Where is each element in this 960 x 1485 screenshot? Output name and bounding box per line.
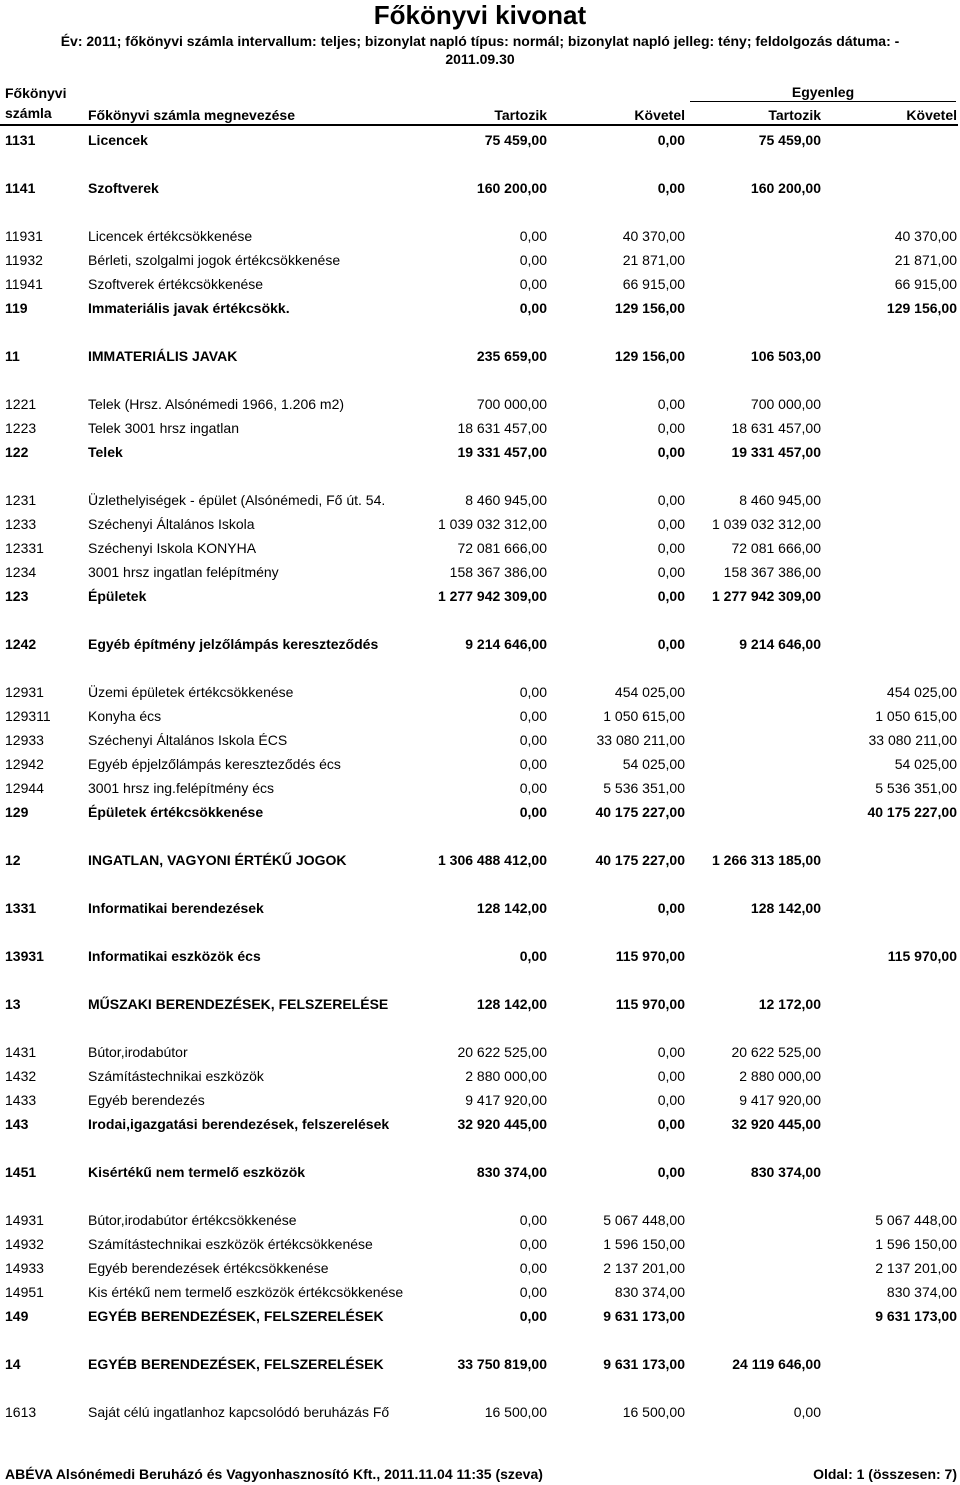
tartozik-value: 0,00 (519, 1236, 547, 1252)
tartozik-value: 16 500,00 (484, 1404, 547, 1420)
table-row (0, 994, 960, 1014)
egyenleg-kovetel-value (824, 1354, 957, 1374)
egyenleg-kovetel-value (824, 346, 957, 366)
egyenleg-tartozik-value (688, 682, 821, 702)
tartozik-value: 33 750 819,00 (457, 1356, 547, 1372)
egyenleg-kovetel-value: 9 631 173,00 (875, 1308, 957, 1324)
account-code: 129 (5, 804, 29, 820)
kovetel-value: 0,00 (657, 900, 685, 916)
egyenleg-kovetel-value: 40 370,00 (894, 228, 957, 244)
table-row (0, 562, 960, 582)
account-name: 3001 hrsz ing.felépítmény écs (88, 780, 274, 796)
tartozik-value: 0,00 (519, 252, 547, 268)
egyenleg-kovetel-value (824, 1042, 957, 1062)
tartozik-value: 235 659,00 (476, 348, 547, 364)
tartozik-value: 72 081 666,00 (457, 540, 547, 556)
egyenleg-kovetel-value (824, 850, 957, 870)
egyenleg-tartozik-value (688, 754, 821, 774)
tartozik-value: 0,00 (519, 756, 547, 772)
kovetel-value: 66 915,00 (622, 276, 685, 292)
egyenleg-kovetel-value: 129 156,00 (886, 300, 957, 316)
table-row (0, 778, 960, 798)
kovetel-value: 0,00 (657, 444, 685, 460)
kovetel-value: 0,00 (657, 516, 685, 532)
account-code: 1131 (5, 132, 36, 148)
egyenleg-tartozik-value: 2 880 000,00 (739, 1068, 821, 1084)
table-row (0, 514, 960, 534)
table-row (0, 274, 960, 294)
kovetel-value: 115 970,00 (615, 948, 685, 964)
account-name: EGYÉB BERENDEZÉSEK, FELSZERELÉSEK (88, 1356, 384, 1372)
account-name: Immateriális javak értékcsökk. (88, 300, 290, 316)
kovetel-value: 0,00 (657, 492, 685, 508)
account-code: 14931 (5, 1212, 44, 1228)
kovetel-value: 40 370,00 (622, 228, 685, 244)
col-header-account-line2: számla (5, 105, 52, 121)
account-code: 13 (5, 996, 21, 1012)
egyenleg-tartozik-value: 9 214 646,00 (739, 636, 821, 652)
tartozik-value: 700 000,00 (476, 396, 547, 412)
account-code: 14 (5, 1356, 21, 1372)
kovetel-value: 9 631 173,00 (603, 1356, 685, 1372)
egyenleg-tartozik-value: 1 266 313 185,00 (712, 852, 821, 868)
account-code: 12944 (5, 780, 44, 796)
egyenleg-tartozik-value (688, 730, 821, 750)
tartozik-value: 9 214 646,00 (465, 636, 547, 652)
account-name: Egyéb építmény jelzőlámpás kereszteződés (88, 636, 379, 652)
kovetel-value: 115 970,00 (615, 996, 685, 1012)
kovetel-value: 0,00 (657, 180, 685, 196)
col-header-account-line1: Főkönyvi (5, 85, 67, 101)
tartozik-value: 1 306 488 412,00 (438, 852, 547, 868)
account-code: 1242 (5, 636, 37, 652)
tartozik-value: 0,00 (519, 804, 547, 820)
footer-page-info: Oldal: 1 (összesen: 7) (813, 1466, 957, 1482)
account-code: 14933 (5, 1260, 44, 1276)
tartozik-value: 128 142,00 (476, 900, 547, 916)
egyenleg-tartozik-value: 830 374,00 (750, 1164, 821, 1180)
kovetel-value: 0,00 (657, 540, 685, 556)
egyenleg-kovetel-value (824, 1402, 957, 1422)
kovetel-value: 1 050 615,00 (603, 708, 685, 724)
tartozik-value: 128 142,00 (476, 996, 547, 1012)
tartozik-value: 160 200,00 (476, 180, 547, 196)
kovetel-value: 0,00 (657, 1068, 685, 1084)
kovetel-value: 0,00 (657, 420, 685, 436)
table-row (0, 730, 960, 750)
table-row (0, 226, 960, 246)
account-code: 1233 (5, 516, 37, 532)
egyenleg-tartozik-value: 0,00 (793, 1404, 821, 1420)
egyenleg-tartozik-value: 128 142,00 (750, 900, 821, 916)
egyenleg-tartozik-value (688, 946, 821, 966)
account-code: 129311 (5, 708, 51, 724)
account-name: Széchenyi Általános Iskola (88, 516, 255, 532)
account-name: EGYÉB BERENDEZÉSEK, FELSZERELÉSEK (88, 1308, 384, 1324)
kovetel-value: 0,00 (657, 396, 685, 412)
egyenleg-tartozik-value: 32 920 445,00 (731, 1116, 821, 1132)
egyenleg-tartozik-value: 72 081 666,00 (731, 540, 821, 556)
account-code: 1221 (5, 396, 37, 412)
egyenleg-tartozik-value (688, 1210, 821, 1230)
kovetel-value: 0,00 (657, 1044, 685, 1060)
egyenleg-kovetel-value (824, 178, 957, 198)
egyenleg-kovetel-value (824, 1066, 957, 1086)
egyenleg-tartozik-value (688, 274, 821, 294)
egyenleg-kovetel-value: 54 025,00 (894, 756, 957, 772)
egyenleg-kovetel-value: 830 374,00 (886, 1284, 957, 1300)
account-name: Üzemi épületek értékcsökkenése (88, 684, 294, 700)
egyenleg-tartozik-value: 20 622 525,00 (731, 1044, 821, 1060)
account-code: 12931 (5, 684, 44, 700)
table-row (0, 1402, 960, 1422)
kovetel-value: 54 025,00 (622, 756, 685, 772)
table-row (0, 586, 960, 606)
account-name: Informatikai berendezések (88, 900, 264, 916)
table-row (0, 178, 960, 198)
table-row (0, 1162, 960, 1182)
table-row (0, 394, 960, 414)
account-name: Informatikai eszközök écs (88, 948, 261, 964)
account-name: Számítástechnikai eszközök (88, 1068, 264, 1084)
egyenleg-kovetel-value (824, 586, 957, 606)
account-name: Épületek (88, 588, 147, 604)
kovetel-value: 40 175 227,00 (595, 852, 685, 868)
egyenleg-kovetel-value (824, 1162, 957, 1182)
kovetel-value: 129 156,00 (614, 348, 685, 364)
egyenleg-tartozik-value: 1 277 942 309,00 (712, 588, 821, 604)
kovetel-value: 454 025,00 (614, 684, 685, 700)
tartozik-value: 18 631 457,00 (457, 420, 547, 436)
kovetel-value: 33 080 211,00 (596, 732, 685, 748)
egyenleg-kovetel-value: 5 536 351,00 (875, 780, 957, 796)
kovetel-value: 5 067 448,00 (603, 1212, 685, 1228)
egyenleg-kovetel-value (824, 538, 957, 558)
account-name: Bérleti, szolgalmi jogok értékcsökkenése (88, 252, 341, 268)
account-name: Kisértékű nem termelő eszközök (88, 1164, 306, 1180)
egyenleg-tartozik-value (688, 1306, 821, 1326)
account-name: Licencek értékcsökkenése (88, 228, 253, 244)
kovetel-value: 0,00 (657, 564, 685, 580)
account-name: Saját célú ingatlanhoz kapcsolódó beruházás Fő (88, 1404, 390, 1420)
kovetel-value: 0,00 (657, 1116, 685, 1132)
kovetel-value: 1 596 150,00 (603, 1236, 685, 1252)
account-name: Licencek (88, 132, 148, 148)
col-header-egyenleg-tartozik: Tartozik (768, 107, 821, 123)
account-name: Telek (Hrsz. Alsónémedi 1966, 1.206 m2) (88, 396, 345, 412)
kovetel-value: 21 871,00 (622, 252, 685, 268)
col-header-kovetel: Követel (634, 107, 685, 123)
account-code: 14951 (5, 1284, 44, 1300)
tartozik-value: 0,00 (519, 708, 547, 724)
account-code: 143 (5, 1116, 29, 1132)
account-name: Egyéb berendezések értékcsökkenése (88, 1260, 329, 1276)
table-row (0, 1042, 960, 1062)
egyenleg-kovetel-value (824, 1114, 957, 1134)
account-code: 1432 (5, 1068, 37, 1084)
tartozik-value: 32 920 445,00 (457, 1116, 547, 1132)
account-name: Számítástechnikai eszközök értékcsökkenése (88, 1236, 373, 1252)
account-code: 119 (5, 300, 28, 316)
table-row (0, 706, 960, 726)
table-row (0, 1282, 960, 1302)
tartozik-value: 20 622 525,00 (457, 1044, 547, 1060)
kovetel-value: 0,00 (657, 132, 685, 148)
egyenleg-tartozik-value (688, 802, 821, 822)
egyenleg-tartozik-value (688, 706, 821, 726)
kovetel-value: 9 631 173,00 (603, 1308, 685, 1324)
egyenleg-kovetel-value (824, 130, 957, 150)
tartozik-value: 0,00 (519, 1284, 547, 1300)
kovetel-value: 16 500,00 (622, 1404, 685, 1420)
account-code: 1431 (5, 1044, 37, 1060)
tartozik-value: 0,00 (519, 684, 547, 700)
table-row (0, 1306, 960, 1326)
account-name: Bútor,irodabútor értékcsökkenése (88, 1212, 297, 1228)
tartozik-value: 75 459,00 (484, 132, 547, 148)
kovetel-value: 2 137 201,00 (603, 1260, 685, 1276)
account-name: MŰSZAKI BERENDEZÉSEK, FELSZERELÉSE (88, 996, 389, 1012)
kovetel-value: 0,00 (657, 636, 685, 652)
egyenleg-kovetel-value: 454 025,00 (886, 684, 957, 700)
account-name: Széchenyi Iskola KONYHA (88, 540, 257, 556)
egyenleg-kovetel-value (824, 994, 957, 1014)
egyenleg-tartozik-value: 12 172,00 (758, 996, 821, 1012)
egyenleg-kovetel-value (824, 442, 957, 462)
table-row (0, 946, 960, 966)
account-code: 1231 (5, 492, 37, 508)
kovetel-value: 0,00 (657, 588, 685, 604)
kovetel-value: 5 536 351,00 (603, 780, 685, 796)
tartozik-value: 0,00 (519, 228, 547, 244)
egyenleg-tartozik-value: 75 459,00 (758, 132, 821, 148)
account-name: Egyéb épjelzőlámpás kereszteződés écs (88, 756, 341, 772)
table-row (0, 1258, 960, 1278)
account-code: 1141 (5, 180, 36, 196)
egyenleg-kovetel-value (824, 1090, 957, 1110)
egyenleg-tartozik-value (688, 1282, 821, 1302)
egyenleg-kovetel-value: 1 050 615,00 (875, 708, 957, 724)
egyenleg-tartozik-value (688, 1258, 821, 1278)
egyenleg-tartozik-value: 19 331 457,00 (731, 444, 821, 460)
egyenleg-tartozik-value: 158 367 386,00 (723, 564, 821, 580)
egyenleg-tartozik-value (688, 778, 821, 798)
egyenleg-kovetel-value: 40 175 227,00 (867, 804, 957, 820)
tartozik-value: 0,00 (519, 1212, 547, 1228)
col-header-tartozik: Tartozik (494, 107, 547, 123)
account-name: Kis értékű nem termelő eszközök értékcsökkenése (88, 1284, 404, 1300)
kovetel-value: 830 374,00 (614, 1284, 685, 1300)
egyenleg-kovetel-value (824, 898, 957, 918)
table-row (0, 1114, 960, 1134)
egyenleg-kovetel-value (824, 634, 957, 654)
account-code: 123 (5, 588, 29, 604)
account-name: Épületek értékcsökkenése (88, 804, 264, 820)
account-code: 11931 (5, 228, 43, 244)
account-code: 11932 (5, 252, 43, 268)
table-row (0, 754, 960, 774)
account-code: 149 (5, 1308, 29, 1324)
table-row (0, 1090, 960, 1110)
table-row (0, 298, 960, 318)
table-row (0, 418, 960, 438)
table-row (0, 850, 960, 870)
account-code: 12331 (5, 540, 44, 556)
egyenleg-tartozik-value: 9 417 920,00 (739, 1092, 821, 1108)
tartozik-value: 0,00 (519, 300, 547, 316)
egyenleg-kovetel-value (824, 514, 957, 534)
egyenleg-tartozik-value: 24 119 646,00 (732, 1356, 821, 1372)
kovetel-value: 40 175 227,00 (595, 804, 685, 820)
account-name: Bútor,irodabútor (88, 1044, 188, 1060)
account-code: 11941 (5, 276, 43, 292)
account-name: Konyha écs (88, 708, 162, 724)
egyenleg-tartozik-value: 700 000,00 (750, 396, 821, 412)
egyenleg-kovetel-value: 33 080 211,00 (868, 732, 957, 748)
col-header-egyenleg-kovetel: Követel (906, 107, 957, 123)
account-name: INGATLAN, VAGYONI ÉRTÉKŰ JOGOK (88, 852, 347, 868)
table-row (0, 682, 960, 702)
egyenleg-kovetel-value: 2 137 201,00 (875, 1260, 957, 1276)
egyenleg-tartozik-value: 18 631 457,00 (731, 420, 821, 436)
account-code: 1223 (5, 420, 37, 436)
account-code: 1234 (5, 564, 37, 580)
account-name: Egyéb berendezés (88, 1092, 205, 1108)
account-name: IMMATERIÁLIS JAVAK (88, 348, 238, 364)
report-parameters: Év: 2011; főkönyvi számla intervallum: teljes; bizonylat napló típus: normál; bizonylat napló jelleg: tény; feldolgozás dátuma: - 2011.09.30 (60, 33, 900, 67)
account-code: 14932 (5, 1236, 44, 1252)
tartozik-value: 8 460 945,00 (465, 492, 547, 508)
page-title: Főkönyvi kivonat (373, 0, 587, 30)
egyenleg-kovetel-value: 66 915,00 (894, 276, 957, 292)
account-name: Irodai,igazgatási berendezések, felszerelések (88, 1116, 390, 1132)
tartozik-value: 0,00 (519, 1260, 547, 1276)
table-row (0, 250, 960, 270)
account-name: Telek 3001 hrsz ingatlan (88, 420, 239, 436)
table-row (0, 802, 960, 822)
table-row (0, 346, 960, 366)
egyenleg-tartozik-value: 1 039 032 312,00 (712, 516, 821, 532)
account-code: 1613 (5, 1404, 37, 1420)
account-code: 1433 (5, 1092, 37, 1108)
tartozik-value: 1 277 942 309,00 (438, 588, 547, 604)
table-row (0, 442, 960, 462)
table-row (0, 1354, 960, 1374)
tartozik-value: 2 880 000,00 (465, 1068, 547, 1084)
table-row (0, 490, 960, 510)
account-name: Szoftverek (88, 180, 159, 196)
egyenleg-kovetel-value (824, 394, 957, 414)
tartozik-value: 19 331 457,00 (457, 444, 547, 460)
egyenleg-tartozik-value: 160 200,00 (750, 180, 821, 196)
account-code: 1331 (5, 900, 37, 916)
account-code: 122 (5, 444, 29, 460)
tartozik-value: 1 039 032 312,00 (438, 516, 547, 532)
kovetel-value: 0,00 (657, 1164, 685, 1180)
egyenleg-tartozik-value (688, 298, 821, 318)
kovetel-value: 129 156,00 (614, 300, 685, 316)
tartozik-value: 0,00 (519, 276, 547, 292)
egyenleg-kovetel-value: 21 871,00 (894, 252, 957, 268)
egyenleg-kovetel-value (824, 418, 957, 438)
tartozik-value: 0,00 (519, 1308, 547, 1324)
footer-company: ABÉVA Alsónémedi Beruházó és Vagyonhasznosító Kft., 2011.11.04 11:35 (szeva) (5, 1466, 543, 1482)
account-name: Üzlethelyiségek - épület (Alsónémedi, Fő út. 54. (88, 492, 386, 508)
table-row (0, 1210, 960, 1230)
col-header-name: Főkönyvi számla megnevezése (88, 107, 295, 123)
egyenleg-tartozik-value (688, 226, 821, 246)
tartozik-value: 0,00 (519, 780, 547, 796)
account-code: 13931 (5, 948, 44, 964)
account-name: Telek (88, 444, 123, 460)
egyenleg-kovetel-value: 5 067 448,00 (875, 1212, 957, 1228)
account-name: Széchenyi Általános Iskola ÉCS (88, 732, 288, 748)
account-name: 3001 hrsz ingatlan felépítmény (88, 564, 279, 580)
account-code: 1451 (5, 1164, 37, 1180)
account-code: 12 (5, 852, 21, 868)
table-row (0, 1066, 960, 1086)
tartozik-value: 830 374,00 (476, 1164, 547, 1180)
egyenleg-kovetel-value (824, 490, 957, 510)
col-header-egyenleg: Egyenleg (791, 84, 855, 100)
tartozik-value: 9 417 920,00 (465, 1092, 547, 1108)
egyenleg-kovetel-value: 1 596 150,00 (875, 1236, 957, 1252)
tartozik-value: 158 367 386,00 (449, 564, 547, 580)
account-code: 11 (5, 348, 20, 364)
account-code: 12933 (5, 732, 44, 748)
egyenleg-kovetel-value: 115 970,00 (887, 948, 957, 964)
egyenleg-tartozik-value (688, 1234, 821, 1254)
table-row (0, 1234, 960, 1254)
egyenleg-kovetel-value (824, 562, 957, 582)
egyenleg-tartozik-value: 106 503,00 (750, 348, 821, 364)
egyenleg-tartozik-value (688, 250, 821, 270)
table-row (0, 130, 960, 150)
kovetel-value: 0,00 (657, 1092, 685, 1108)
table-row (0, 634, 960, 654)
table-row (0, 538, 960, 558)
account-code: 12942 (5, 756, 44, 772)
tartozik-value: 0,00 (519, 732, 547, 748)
account-name: Szoftverek értékcsökkenése (88, 276, 264, 292)
egyenleg-tartozik-value: 8 460 945,00 (739, 492, 821, 508)
table-row (0, 898, 960, 918)
tartozik-value: 0,00 (519, 948, 547, 964)
